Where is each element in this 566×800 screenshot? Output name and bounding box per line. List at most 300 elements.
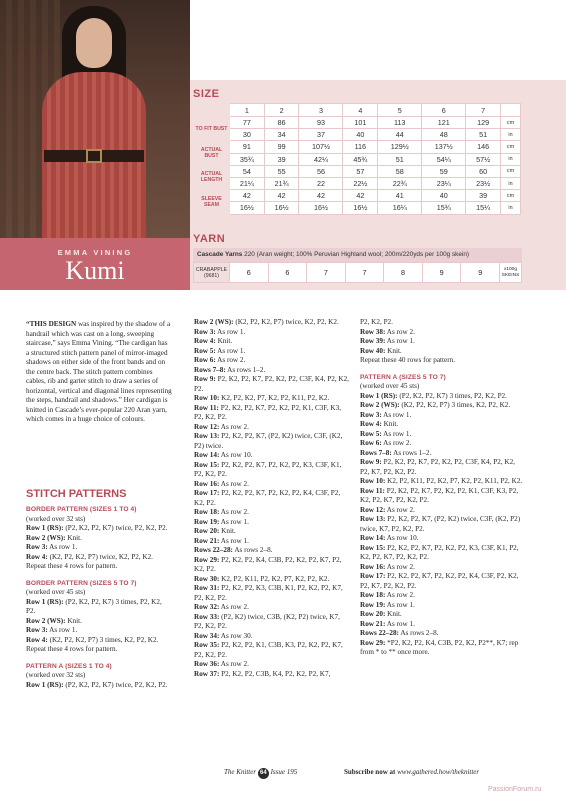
row-label: Row 38: [360,327,386,336]
instruction-line [360,449,524,459]
instruction-line [26,617,172,627]
instruction-line [194,423,350,433]
row-text: P2, K2, P2, K7, P2, K2, P2, K3, C3F, K1, P2, K2, P2. [194,460,342,478]
instruction-line [194,575,350,585]
row-label: Row 15: [360,543,386,552]
column-2 [194,318,350,679]
row-text: P2, K2, P2, K7, P2, K2, P2, K4, C3F, P2, K2, P2, K7, P2, K2, P2. [360,572,519,590]
instruction-line [26,515,172,525]
instruction-line [194,337,350,347]
instruction-line [360,534,524,544]
instruction-line [360,591,524,601]
instruction-line [26,671,172,681]
instruction-line [194,432,350,451]
size-cell: 51 [466,129,501,141]
size-cell: 16½ [299,202,343,214]
row-label: Row 1 (RS): [26,597,64,606]
size-cell: 86 [264,117,299,129]
size-cell: 3 [299,104,343,117]
row-label: Row 18: [194,508,220,516]
instruction-line [26,636,172,646]
instruction-line [194,556,350,575]
instruction-line [360,544,524,563]
size-cell: 22 [299,177,343,189]
row-text: As row 1. [385,600,415,609]
size-cell: 22¾ [378,177,422,189]
size-unit: cm [501,165,521,177]
row-label: Row 4: [26,635,48,644]
yarn-row [194,263,522,283]
size-row [194,129,521,141]
row-text: Repeat these 4 rows for pattern. [26,562,118,570]
size-row-label: ACTUAL BUST [194,141,230,165]
instruction-line [360,401,524,411]
size-cell: 35¾ [230,153,265,165]
size-row [194,153,521,165]
row-label: Row 4: [194,337,216,345]
size-cell: 93 [299,117,343,129]
size-cell: 44 [378,129,422,141]
row-text: P2, K2, P2, K7, P2, K2, P2, K1, C3F, K3, P2, K2, P2. [194,403,342,421]
yarn-colour: CRABAPPLE (9681) [194,263,230,283]
size-cell: 48 [422,129,466,141]
size-cell: 57½ [466,153,501,165]
size-cell: 146 [466,141,501,153]
row-text: As row 2. [215,356,246,364]
row-label: Row 33: [194,612,220,621]
intro-body: was inspired by the shadow of a handrail which was cast on a long, sweeping staircase,” says Emma Vining. “The cardigan has a structured stitch pattern panel of mirror-imaged shadows on either side of the front bands and on the centre back. The stitch pattern combines cables, rib and garter stitch to draw a series of horizontal, vertical and diagonal lines representing the steps, handrail and shadows.” Her cardigan is knitted in Cascade’s ever-popular 220 Aran yarn, which comes in a huge choice of colours. [26,320,172,423]
instruction-line [360,477,524,487]
size-cell: 42¼ [299,153,343,165]
row-label: Row 11: [360,486,385,495]
instruction-line [26,562,172,572]
size-cell: 39 [466,190,501,202]
instruction-line [194,366,350,376]
instruction-line [360,629,524,639]
yarn-cell: 6 [230,263,269,283]
size-cell: 42 [264,190,299,202]
row-text: As row 1. [215,346,246,355]
row-label: Row 36: [194,660,220,668]
row-text: K2, P2, K2, P7, K2, P2, K11, P2, K2. [219,394,330,402]
yarn-cell: 7 [307,263,346,283]
row-text: P2, K2, P2, C3B, K4, P2, K2, P2, K7, [219,669,331,678]
size-cell: 129½ [378,141,422,153]
row-text: (P2, K2, P2, K7) twice, P2, K2, P2. [63,680,168,689]
size-cell: 16½ [230,202,265,214]
instruction-line [26,681,172,691]
size-unit [501,104,521,117]
size-cell: 137½ [422,141,466,153]
row-label: Row 16: [194,479,220,488]
row-text: (K2, P2, K2, P7) twice, K2, P2, K2. [233,318,339,326]
size-cell: 121 [422,117,466,129]
size-cell: 37 [299,129,343,141]
row-label: Row 16: [360,562,386,571]
row-label: Row 9: [194,375,216,383]
row-text: Knit. [385,610,402,618]
size-row [194,141,521,153]
row-text: As row 10. [219,451,253,459]
size-cell: 113 [378,117,422,129]
size-cell: 2 [264,104,299,117]
size-unit: cm [501,190,521,202]
size-cell: 30 [230,129,265,141]
row-text: As row 10. [385,534,419,542]
instruction-line [194,508,350,518]
intro-text [26,320,172,425]
instruction-line [360,601,524,611]
size-cell: 42 [343,190,378,202]
row-label: Row 12: [360,505,386,514]
size-cell: 116 [343,141,378,153]
column-1 [26,505,172,690]
row-text: P2, K2, P2, K4, C3B, P2, K2, P2, K7, P2, K2, P2. [194,555,342,573]
size-unit: in [501,129,521,141]
stitch-patterns-heading [26,490,172,500]
row-label: Row 6: [194,356,216,364]
instruction-line [194,632,350,642]
row-label: Row 34: [194,631,220,640]
yarn-cell: 6 [268,263,307,283]
size-cell: 34 [264,129,299,141]
row-label: Row 3: [194,327,216,336]
model-photo [0,0,190,238]
row-label: Row 12: [194,422,220,431]
row-text: As row 1. [47,543,78,551]
row-label: Row 10: [360,477,386,485]
row-text: As rows 2–8. [232,546,273,554]
row-text: As row 1. [381,429,412,438]
row-text: As row 2. [219,422,249,431]
yarn-spec: 220 (Aran weight; 100% Peruvian Highland wool; 200m/220yds per 100g skein) [242,251,470,258]
size-table [193,103,521,215]
yarn-brand: Cascade Yarns [197,251,243,258]
instruction-line [26,534,172,544]
size-cell: 77 [230,117,265,129]
row-text: P2, K2, P2, K7, P2, K2, P2, K1, C3F, K3, P2, K2, P2, K7, P2, K2, P2. [360,486,519,504]
size-row [194,202,521,214]
row-text: K2, P2, K11, P2, K2, P7, K2, P2, K11, P2, K2. [385,477,523,485]
yarn-unit: x100g SKEINS [500,263,522,283]
row-label: Row 30: [194,574,220,583]
instruction-line [360,610,524,620]
row-text: Knit. [381,420,399,428]
row-label: Row 32: [194,603,220,611]
instruction-line [360,392,524,402]
row-label: Row 13: [194,432,220,440]
row-text: (K2, P2, K2, P7) 3 times, K2, P2, K2. [47,635,159,644]
row-label: Rows 7–8: [194,365,226,374]
instruction-line [194,347,350,357]
instruction-line [194,613,350,632]
row-text: Knit. [65,616,82,625]
row-text: As row 2. [385,505,415,514]
size-unit: in [501,202,521,214]
size-cell: 23¼ [422,177,466,189]
instruction-line [194,603,350,613]
model-face [76,18,112,68]
row-text: As row 2. [219,603,249,611]
page-number: 64 [258,768,269,779]
issue-number: Issue 195 [270,768,298,776]
instruction-line [194,641,350,660]
size-cell: 51 [378,153,422,165]
row-label: Row 20: [360,610,386,618]
row-label: Row 2 (WS): [194,318,234,326]
instruction-line [360,420,524,430]
size-unit: cm [501,141,521,153]
pattern-subheading: PATTERN A (SIZES 1 TO 4) [26,662,112,670]
instruction-line [194,356,350,366]
instruction-line [360,458,524,477]
row-text: P2, K2, P2, K1, C3B, K3, P2, K2, P2, K7, P2, K2, P2. [194,641,343,659]
row-text: P2, K2, P2. [360,318,393,326]
instruction-line [194,461,350,480]
row-label: Row 4: [360,420,382,428]
row-label: Row 3: [26,543,48,551]
row-text: (K2, P2, K2, P7) twice, K2, P2, K2. [47,552,153,561]
size-cell: 4 [343,104,378,117]
size-cell: 1 [230,104,265,117]
row-label: Rows 22–28: [194,546,233,554]
size-cell: 16¼ [378,202,422,214]
size-cell: 101 [343,117,378,129]
instruction-line [26,524,172,534]
instruction-line [194,394,350,404]
size-cell: 15¾ [422,202,466,214]
row-text: K2, P2, K11, P2, K2, P7, K2, P2, K2. [219,574,330,583]
instruction-line [360,439,524,449]
yarn-heading: YARN [193,233,226,245]
yarn-cell: 9 [461,263,500,283]
row-label: Row 31: [194,584,220,592]
magazine-name: The Knitter [224,768,257,776]
row-text: As row 2. [385,591,415,599]
pattern-subheading: BORDER PATTERN (SIZES 5 TO 7) [26,579,137,587]
instruction-line [360,487,524,506]
row-text: (worked over 45 sts) [360,382,420,390]
size-cell: 42 [299,190,343,202]
instruction-line [194,518,350,528]
instruction-line [26,553,172,563]
size-row [194,165,521,177]
subscribe-url[interactable]: www.gathered.how/theknitter [397,768,480,776]
row-text: As rows 1–2. [225,365,266,374]
size-cell: 129 [466,117,501,129]
size-cell: 6 [422,104,466,117]
instruction-line [194,584,350,603]
size-row [194,190,521,202]
row-label: Row 17: [360,572,386,580]
row-text: As row 2. [219,479,249,488]
instruction-line [26,543,172,553]
row-text: As row 2. [381,439,412,447]
size-cell: 42 [230,190,265,202]
row-label: Row 2 (WS): [360,401,400,409]
instruction-line [194,375,350,394]
row-text: (P2, K2) twice, C3B, (K2, P2) twice, K7, P2, K2, P2. [194,612,340,630]
instruction-line [194,480,350,490]
instruction-line [194,328,350,338]
row-text: (P2, K2, P2, K7) twice, P2, K2, P2. [63,524,168,532]
row-label: Row 4: [26,552,48,561]
row-text: (worked over 45 sts) [26,588,86,596]
pattern-title: Kumi [65,256,125,285]
instruction-line [194,670,350,680]
size-cell: 60 [466,165,501,177]
row-label: Row 5: [194,346,216,355]
size-cell: 15¼ [466,202,501,214]
size-cell: 7 [466,104,501,117]
row-label: Row 5: [360,429,382,438]
row-label: Row 10: [194,394,220,402]
instruction-line [360,347,524,357]
row-text: As row 1. [381,410,412,419]
row-text: As row 2. [385,562,415,571]
row-label: Row 20: [194,527,220,535]
row-label: Rows 22–28: [360,629,399,637]
row-label: Row 2 (WS): [26,533,66,542]
instruction-line [194,489,350,508]
row-text: As row 2. [385,327,415,336]
row-text: P2, K2, P2, K3, C3B, K1, P2, K2, P2, K7, P2, K2, P2. [194,584,343,602]
row-text: P2, K2, P2, K7, (P2, K2) twice, C3F, (K2, P2) twice, K7, P2, K2, P2. [360,515,521,533]
spacer [360,366,524,373]
intro-lead: “THIS DESIGN [26,320,77,328]
row-label: Row 13: [360,515,386,523]
instruction-line [194,546,350,556]
row-label: Row 1 (RS): [26,524,64,532]
size-row [194,117,521,129]
row-label: Row 9: [360,458,382,466]
row-label: Row 35: [194,641,220,649]
size-heading: SIZE [193,88,220,100]
row-label: Row 3: [360,410,382,419]
instruction-line [360,563,524,573]
footer-subscribe [344,768,479,776]
row-label: Row 39: [360,337,386,345]
row-text: P2, K2, P2, K7, P2, K2, P2, K4, C3F, P2, K2, P2. [194,489,341,507]
row-text: Knit. [65,533,82,542]
row-label: Row 40: [360,346,386,355]
watermark: PassionForum.ru [488,786,542,793]
row-text: P2, K2, P2, K7, P2, K2, P2, C3F, K4, P2, K2, P2. [194,375,349,393]
size-cell: 99 [264,141,299,153]
row-label: Row 37: [194,669,220,678]
size-row [194,177,521,189]
row-text: As rows 1–2. [391,448,432,457]
stitch-patterns-title: STITCH PATTERNS [26,488,127,500]
instruction-line [194,660,350,670]
instruction-line [26,588,172,598]
size-cell: 59 [422,165,466,177]
instruction-line [360,620,524,630]
row-label: Row 1 (RS): [360,391,398,400]
row-text: Knit. [219,527,236,535]
row-text: As row 1. [47,626,78,634]
size-cell: 56 [299,165,343,177]
instruction-line [360,411,524,421]
row-label: Row 14: [360,534,386,542]
pattern-subheading: BORDER PATTERN (SIZES 1 TO 4) [26,506,137,513]
footer-magazine [224,768,297,779]
spacer [26,572,172,579]
instruction-line [360,506,524,516]
size-cell: 39 [264,153,299,165]
instruction-line [360,572,524,591]
instruction-line [194,404,350,423]
size-cell: 91 [230,141,265,153]
size-cell: 5 [378,104,422,117]
row-text: As row 2. [219,508,249,516]
size-unit: in [501,177,521,189]
size-unit: cm [501,117,521,129]
size-cell: 45¾ [343,153,378,165]
size-cell: 55 [264,165,299,177]
size-cell: 21¾ [264,177,299,189]
row-text: (K2, P2, K2, P7) 3 times, K2, P2, K2. [399,401,511,409]
row-label: Row 15: [194,460,220,469]
row-label: Row 1 (RS): [26,680,64,689]
yarn-cell: 9 [422,263,461,283]
size-cell: 16½ [343,202,378,214]
instruction-line [194,451,350,461]
instruction-line [360,515,524,534]
row-label: Rows 7–8: [360,448,392,457]
row-text: Repeat these 4 rows for pattern. [26,645,118,653]
instruction-line [360,356,524,366]
instruction-line [194,318,350,328]
row-label: Row 29: [360,638,386,647]
row-text: Repeat these 40 rows for pattern. [360,356,456,364]
row-text: *P2, K2, P2, K4, C3B, P2, K2, P2**, K7; rep from * to ** once more. [360,638,519,656]
row-text: (worked over 32 sts) [26,671,86,679]
instruction-line [360,337,524,347]
row-text: As rows 2–8. [398,629,439,637]
size-cell: 40 [343,129,378,141]
row-text: P2, K2, P2, K7, (P2, K2) twice, C3F, (K2, P2) twice. [194,432,343,450]
size-cell: 54¼ [422,153,466,165]
instruction-line [194,527,350,537]
pattern-subheading: PATTERN A (SIZES 5 TO 7) [360,373,446,381]
size-cell: 40 [422,190,466,202]
row-label: Row 14: [194,451,220,459]
row-label: Row 18: [360,591,386,599]
row-text: Knit. [385,346,402,355]
size-row [194,104,521,117]
instruction-line [26,598,172,617]
row-label: Row 19: [194,517,220,526]
instruction-line [26,626,172,636]
row-label: Row 2 (WS): [26,616,66,625]
instruction-line [360,639,524,658]
yarn-table [193,262,522,283]
spacer [26,655,172,662]
row-text: As row 1. [385,337,415,345]
yarn-cell: 7 [345,263,384,283]
row-text: P2, K2, P2, K7, P2, K2, P2, K3, C3F, K1, P2, K2, P2, K7, P2, K2, P2. [360,543,519,561]
instruction-line [360,328,524,338]
size-cell: 41 [378,190,422,202]
instruction-line [360,382,524,392]
row-label: Row 21: [194,536,220,545]
row-text: As row 1. [215,327,246,336]
row-text: (P2, K2, P2, K7) 3 times, P2, K2, P2. [397,391,507,400]
size-cell: 54 [230,165,265,177]
row-label: Row 11: [194,403,219,412]
row-text: As row 1. [385,619,415,628]
